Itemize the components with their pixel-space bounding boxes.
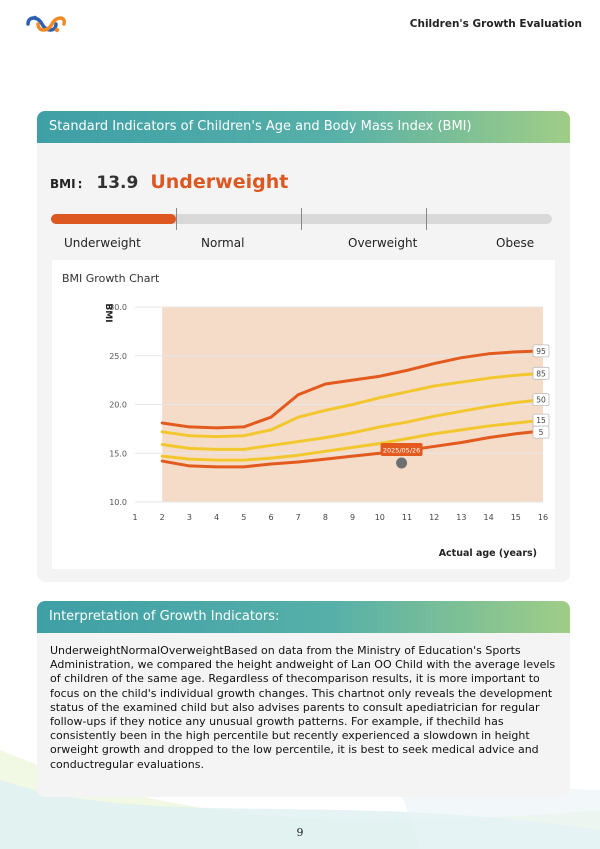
y-tick-label: 15.0: [109, 449, 127, 459]
x-tick-label: 14: [483, 513, 494, 522]
scale-divider: [426, 208, 427, 230]
chart-canvas: [52, 260, 555, 569]
x-tick-label: 13: [456, 513, 467, 522]
series-label-95: 95: [536, 346, 546, 356]
bmi-status: Underweight: [150, 171, 289, 193]
x-axis-label: Actual age (years): [438, 548, 537, 559]
current-point-marker: [396, 458, 407, 469]
bmi-indicator-card: [37, 111, 570, 582]
series-label-15: 15: [536, 416, 546, 426]
y-tick-label: 30.0: [109, 303, 127, 312]
bmi-summary: [50, 171, 288, 195]
logo-icon: [24, 10, 68, 38]
y-axis-label: BMI: [103, 303, 113, 323]
bmi-scale-fill: [51, 214, 176, 224]
y-tick-label: 25.0: [109, 351, 127, 361]
x-tick-label: 9: [350, 513, 356, 522]
x-tick-label: 2: [159, 513, 165, 522]
x-tick-label: 15: [510, 513, 521, 522]
x-tick-label: 3: [186, 513, 192, 522]
series-label-5: 5: [538, 428, 544, 438]
scale-label-overweight: Overweight: [348, 236, 418, 250]
x-tick-label: 11: [401, 513, 413, 522]
x-tick-label: 6: [268, 513, 274, 522]
page-number: 9: [296, 826, 304, 839]
y-tick-label: 10.0: [109, 498, 127, 507]
chart-title: BMI Growth Chart: [62, 272, 160, 285]
x-tick-label: 8: [322, 513, 328, 522]
interpretation-title: Interpretation of Growth Indicators:: [37, 601, 570, 633]
x-tick-label: 5: [241, 513, 247, 522]
x-tick-label: 4: [214, 513, 220, 522]
x-tick-label: 12: [429, 513, 440, 522]
bmi-label: BMI: [50, 177, 76, 191]
interpretation-text: UnderweightNormalOverweightBased on data from the Ministry of Education's Sports Administration, we compared the height andweight of Lan OO Child with the average levels of children of the same age. Regardless of thecomparison results, it is more important to focus on the child's individual growth changes. This chartnot only reveals the development status of the examined child but also advises parents to consult apediatrician for regular follow-ups if they notice any unusual growth patterns. For example, if thechild has consistently been in the high percentile but recently experienced a slowdown in height orweight growth and dropped to the low percentile, it is best to seek medical advice and conductregular evaluations.: [50, 644, 556, 771]
scale-label-underweight: Underweight: [64, 236, 141, 250]
bmi-scale-bar: [51, 214, 552, 224]
series-label-50: 50: [536, 395, 546, 405]
interpretation-card: [37, 601, 570, 797]
series-label-85: 85: [536, 369, 546, 379]
scale-label-obese: Obese: [496, 236, 535, 250]
scale-divider: [176, 208, 177, 230]
bmi-value: 13.9: [96, 173, 139, 193]
x-tick-label: 16: [537, 513, 549, 522]
scale-label-normal: Normal: [201, 236, 245, 250]
x-tick-label: 7: [295, 513, 301, 522]
current-point-label: 2025/05/26: [382, 446, 421, 455]
scale-divider: [301, 208, 302, 230]
bmi-growth-chart: [52, 260, 555, 569]
document-title: Children's Growth Evaluation: [409, 18, 582, 30]
section-title: Standard Indicators of Children's Age and Body Mass Index (BMI): [37, 111, 570, 143]
bmi-colon: :: [77, 177, 83, 191]
y-tick-label: 20.0: [109, 400, 127, 410]
x-tick-label: 1: [132, 513, 138, 522]
x-tick-label: 10: [374, 513, 385, 522]
